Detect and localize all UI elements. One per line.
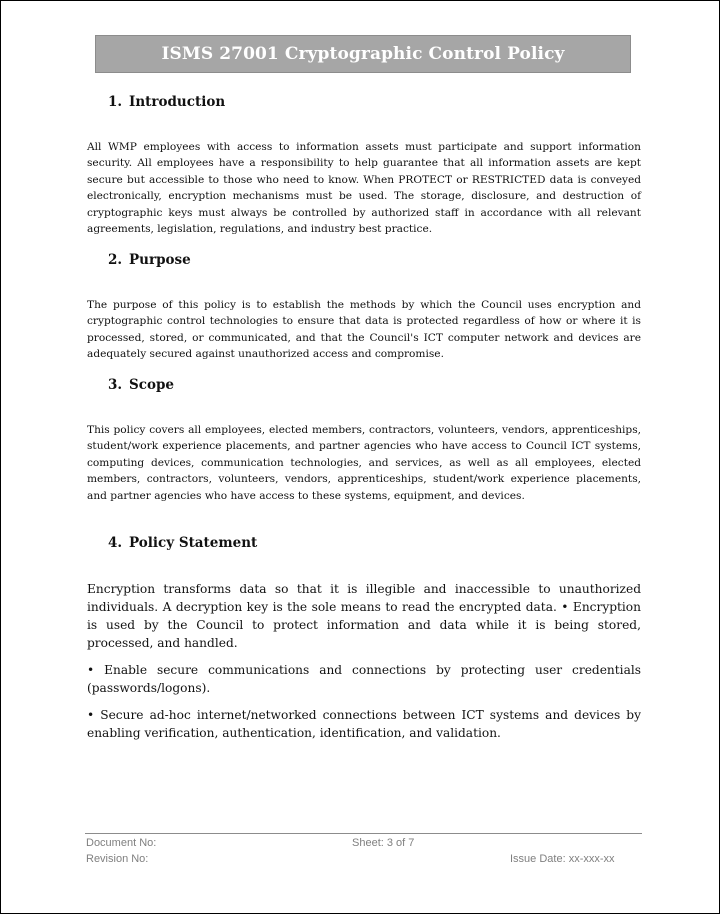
document-title: ISMS 27001 Cryptographic Control Policy bbox=[161, 44, 565, 64]
section-number: 3. bbox=[108, 377, 123, 393]
introduction-paragraph: All WMP employees with access to information assets must participate and support information security. All employees have a responsibility to help guarantee that all information assets are kept secure but accessible to those who need to know. When PROTECT or RESTRICTED data is conveyed electronically, encryption mechanisms must be used. The storage, disclosure, and destruction of cryptographic keys must always be controlled by authorized staff in accordance with all relevant agreements, legislation, regulations, and industry best practice. bbox=[87, 141, 641, 236]
footer-document-no: Document No: bbox=[86, 837, 157, 849]
section-heading-purpose bbox=[108, 252, 191, 268]
section-title: Policy Statement bbox=[129, 535, 258, 551]
scope-paragraph: This policy covers all employees, elected members, contractors, volunteers, vendors, apprenticeships, student/work experience placements, and partner agencies who have access to Council ICT systems, computing devices, communication technologies, and services, as well as all employees, elected members, contractors, volunteers, vendors, apprenticeships, student/work experience placements, and partner agencies who have access to these systems, equipment, and devices. bbox=[87, 424, 641, 502]
policy-bullet-connections: • Secure ad-hoc internet/networked connections between ICT systems and devices by enabling verification, authentication, identification, and validation. bbox=[87, 708, 641, 740]
section-title: Introduction bbox=[129, 94, 226, 110]
policy-statement-paragraph: Encryption transforms data so that it is illegible and inaccessible to unauthorized individuals. A decryption key is the sole means to read the encrypted data. • Encryption is used by the Council to protect information and data while it is being stored, processed, and handled. bbox=[87, 582, 641, 650]
section-title: Scope bbox=[129, 377, 175, 393]
footer-revision-no: Revision No: bbox=[86, 853, 149, 865]
section-number: 4. bbox=[108, 535, 123, 551]
section-number: 1. bbox=[108, 94, 123, 110]
section-heading-scope bbox=[108, 377, 174, 393]
footer-sheet: Sheet: 3 of 7 bbox=[352, 837, 415, 849]
section-number: 2. bbox=[108, 252, 123, 268]
section-heading-policy-statement bbox=[108, 535, 257, 551]
title-banner bbox=[95, 35, 631, 73]
footer-issue-date: Issue Date: xx-xxx-xx bbox=[510, 853, 615, 865]
section-heading-introduction bbox=[108, 94, 225, 110]
section-title: Purpose bbox=[129, 252, 191, 268]
purpose-paragraph: The purpose of this policy is to establish the methods by which the Council uses encryption and cryptographic control technologies to ensure that data is protected regardless of how or where it is processed, stored, or communicated, and that the Council's ICT computer network and devices are adequately secured against unauthorized access and compromise. bbox=[87, 299, 641, 361]
footer-divider bbox=[85, 833, 642, 834]
policy-bullet-credentials: • Enable secure communications and connections by protecting user credentials (passwords/logons). bbox=[87, 663, 641, 695]
